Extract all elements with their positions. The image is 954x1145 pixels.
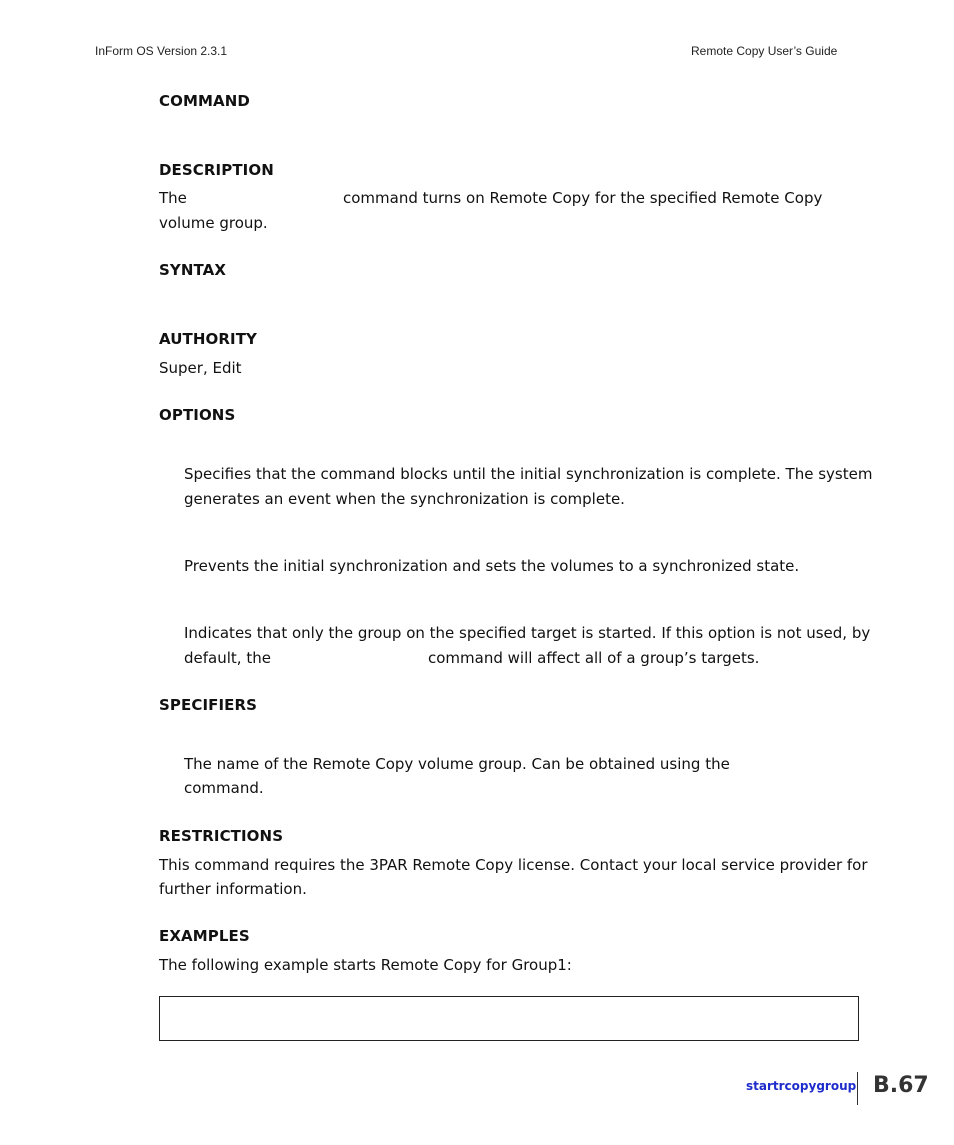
- restrictions-text-line2: further information.: [159, 880, 307, 898]
- specifier-group-name-line1: The name of the Remote Copy volume group. Can be obtained using the: [184, 755, 730, 773]
- option-wait-description-line2: generates an event when the synchronization is complete.: [184, 490, 625, 508]
- option-nosync-description: Prevents the initial synchronization and sets the volumes to a synchronized state.: [184, 557, 800, 575]
- authority-heading: AUTHORITY: [159, 330, 257, 348]
- option-target-description-line2-start: default, the: [184, 649, 271, 667]
- description-text-line2: volume group.: [159, 214, 268, 232]
- example-code-box: [159, 996, 859, 1041]
- specifiers-heading: SPECIFIERS: [159, 696, 258, 714]
- restrictions-text-line1: This command requires the 3PAR Remote Copy license. Contact your local service provider for: [159, 856, 868, 874]
- option-wait-description-line1: Specifies that the command blocks until the initial synchronization is complete. The system: [184, 465, 873, 483]
- page-number: B.67: [873, 1073, 929, 1098]
- running-header-left: InForm OS Version 2.3.1: [95, 44, 228, 58]
- option-target-description-line2-end: command will affect all of a group’s targets.: [428, 649, 760, 667]
- footer-divider: [857, 1072, 858, 1105]
- examples-heading: EXAMPLES: [159, 927, 250, 945]
- syntax-heading: SYNTAX: [159, 261, 227, 279]
- restrictions-heading: RESTRICTIONS: [159, 827, 284, 845]
- running-header-right: Remote Copy User’s Guide: [691, 44, 838, 58]
- description-text-end: command turns on Remote Copy for the specified Remote Copy: [343, 189, 823, 207]
- footer-command-name: startrcopygroup: [746, 1079, 857, 1093]
- option-target-description-line1: Indicates that only the group on the specified target is started. If this option is not used, by: [184, 624, 871, 642]
- authority-value: Super, Edit: [159, 359, 242, 377]
- examples-intro: The following example starts Remote Copy for Group1:: [159, 956, 572, 974]
- command-heading: COMMAND: [159, 92, 250, 110]
- description-text-start: The: [159, 189, 187, 207]
- specifier-group-name-line2: command.: [184, 779, 264, 797]
- description-heading: DESCRIPTION: [159, 161, 274, 179]
- options-heading: OPTIONS: [159, 406, 236, 424]
